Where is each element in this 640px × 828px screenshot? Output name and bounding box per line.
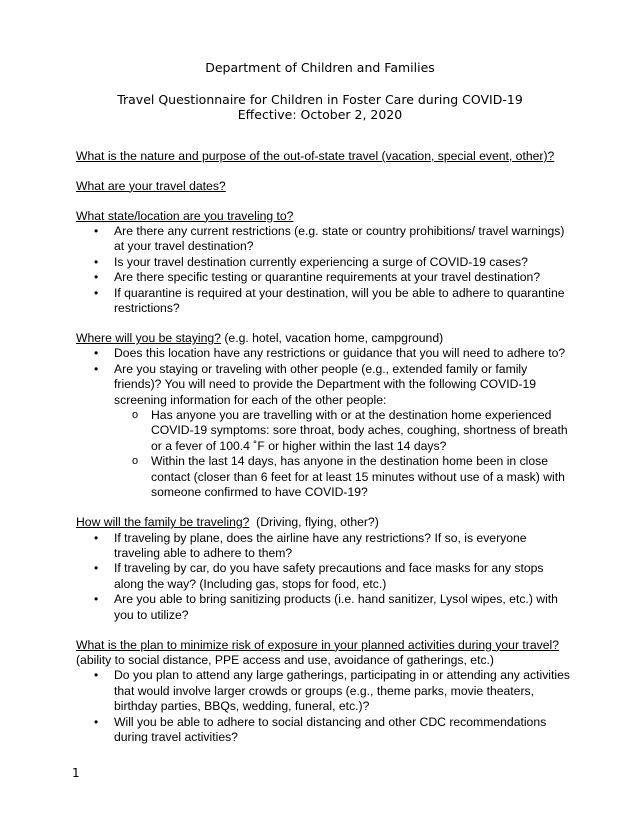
list-item-text: Are you staying or traveling with other people (e.g., extended family or family friends)? You will need to provide the Department with the following COVID-19 screening information for each of the other people: xyxy=(114,361,537,407)
screening-sub-list xyxy=(114,408,570,500)
question-staying-note: (e.g. hotel, vacation home, campground) xyxy=(220,331,444,346)
question-dates xyxy=(76,179,570,194)
plan-bullet-list xyxy=(76,668,570,745)
section-nature xyxy=(76,149,570,164)
location-bullet-list xyxy=(76,224,570,316)
traveling-bullet-list xyxy=(76,531,570,623)
question-plan-text: What is the plan to minimize risk of exposure in your planned activities during your travel? xyxy=(76,637,559,652)
page-number: 1 xyxy=(72,766,80,780)
list-item: • Does this location have any restrictions or guidance that you will need to adhere to? xyxy=(114,346,570,361)
question-location xyxy=(76,209,570,224)
section-dates xyxy=(76,179,570,194)
section-location xyxy=(76,209,570,317)
question-dates-text: What are your travel dates? xyxy=(76,178,226,193)
section-plan xyxy=(76,638,570,746)
staying-bullet-list xyxy=(76,346,570,500)
department-heading: Department of Children and Families xyxy=(205,60,435,75)
list-item: • Is your travel destination currently experiencing a surge of COVID-19 cases? xyxy=(114,255,570,270)
list-item: • If quarantine is required at your destination, will you be able to adhere to quarantine restrictions? xyxy=(114,286,570,317)
list-item: • Are there specific testing or quarantine requirements at your travel destination? xyxy=(114,270,570,285)
question-traveling xyxy=(76,515,570,530)
effective-date: Effective: October 2, 2020 xyxy=(237,107,403,122)
question-traveling-text: How will the family be traveling? xyxy=(76,515,250,530)
list-item: • Are you able to bring sanitizing products (i.e. hand sanitizer, Lysol wipes, etc.) with you to utilize? xyxy=(114,592,570,623)
question-plan xyxy=(76,638,570,669)
document-title: Travel Questionnaire for Children in Foster Care during COVID-19 xyxy=(117,92,523,107)
list-item: • If traveling by plane, does the airline have any restrictions? If so, is everyone traveling able to adhere to them? xyxy=(114,531,570,562)
question-nature-text: What is the nature and purpose of the out-of-state travel (vacation, special event, other)? xyxy=(76,149,555,163)
list-item: • Will you be able to adhere to social distancing and other CDC recommendations during travel activities? xyxy=(114,715,570,746)
section-traveling xyxy=(76,515,570,623)
question-plan-note: (ability to social distance, PPE access and use, avoidance of gatherings, etc.) xyxy=(76,652,494,667)
question-staying-text: Where will you be staying? xyxy=(76,331,221,346)
question-staying xyxy=(76,331,570,346)
list-item: • Are there any current restrictions (e.g. state or country prohibitions/ travel warnings) at your travel destination? xyxy=(114,224,570,255)
list-item-with-sublist xyxy=(114,362,570,501)
list-item: • If traveling by car, do you have safety precautions and face masks for any stops along the way? (Including gas, stops for food, etc.) xyxy=(114,561,570,592)
sub-list-item: o Has anyone you are travelling with or at the destination home experienced COVID-19 symptoms: sore throat, body aches, coughing, shortness of breath or a fever of 100.4 ˚F or higher within the last 14 days? xyxy=(151,408,570,454)
sub-list-item: o Within the last 14 days, has anyone in the destination home been in close contact (closer than 6 feet for at least 15 minutes without use of a mask) with someone confirmed to have COVID-19? xyxy=(151,454,570,500)
questionnaire-body xyxy=(76,149,570,760)
section-staying xyxy=(76,331,570,500)
question-nature xyxy=(76,149,570,164)
question-traveling-note: (Driving, flying, other?) xyxy=(249,515,379,530)
question-location-text: What state/location are you traveling to? xyxy=(76,208,294,223)
list-item: • Do you plan to attend any large gatherings, participating in or attending any activities that would involve larger crowds or groups (e.g., theme parks, movie theaters, birthday parties, BBQs, wedding, funeral, etc.)? xyxy=(114,668,570,714)
